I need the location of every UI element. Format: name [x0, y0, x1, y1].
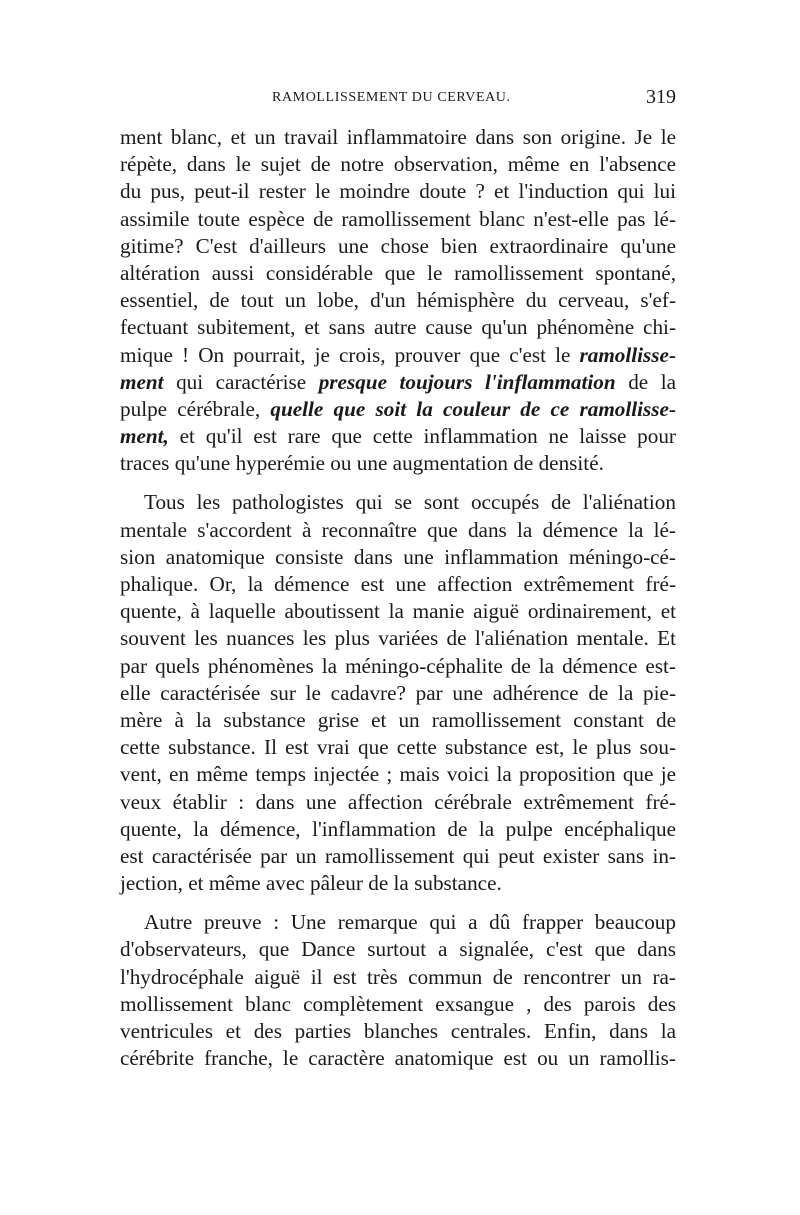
text-line: mollissement blanc complètement exsangue , des parois des — [120, 991, 676, 1016]
text-line: Autre preuve : Une remarque qui a dû frapper beaucoup — [144, 910, 676, 935]
text-line: sion anatomique consiste dans une inflammation méningo-cé- — [120, 544, 676, 569]
running-title: RAMOLLISSEMENT DU CERVEAU. — [272, 90, 511, 105]
emphasis-run: presque toujours l'inflammation — [318, 369, 616, 394]
text-line: mère à la substance grise et un ramollissement constant de — [120, 707, 676, 732]
text-line: l'hydrocéphale aiguë il est très commun de rencontrer un ra- — [120, 964, 676, 989]
text-run: de la — [615, 369, 676, 394]
text-line: d'observateurs, que Dance surtout a signalée, c'est que dans — [120, 937, 676, 962]
text-line: mentale s'accordent à reconnaître que dans la démence la lé- — [120, 517, 676, 542]
text-line: assimile toute espèce de ramollissement blanc n'est-elle pas lé- — [120, 206, 676, 231]
text-line: par quels phénomènes la méningo-céphalite de la démence est- — [120, 653, 676, 678]
text-line: est caractérisée par un ramollissement qui peut exister sans in- — [120, 843, 676, 868]
text-line-mixed — [120, 423, 676, 450]
text-line: cette substance. Il est vrai que cette substance est, le plus sou- — [120, 735, 676, 760]
running-head — [120, 86, 676, 112]
emphasis-run: ment, — [120, 424, 169, 449]
text-line: ment blanc, et un travail inflammatoire dans son origine. Je le — [120, 125, 676, 149]
text-line: traces qu'une hyperémie ou une augmentation de densité. — [120, 451, 604, 476]
text-line-mixed — [120, 342, 676, 369]
text-line: fectuant subitement, et sans autre cause qu'un phénomène chi- — [120, 315, 676, 340]
text-line: quente, la démence, l'inflammation de la pulpe encéphalique — [120, 816, 676, 841]
text-run: qui caractérise — [163, 369, 319, 394]
text-run: pulpe cérébrale, — [120, 396, 271, 421]
paragraph-3 — [120, 909, 676, 1072]
text-line: veux établir : dans une affection cérébrale extrêmement fré- — [120, 789, 676, 814]
text-line: cérébrite franche, le caractère anatomique est ou un ramollis- — [120, 1046, 676, 1071]
text-line: répète, dans le sujet de notre observation, même en l'absence — [120, 152, 676, 177]
text-line-mixed — [120, 369, 676, 396]
text-line: Tous les pathologistes qui se sont occupés de l'aliénation — [144, 490, 676, 515]
text-run: mique ! On pourrait, je crois, prouver que c'est le — [120, 342, 571, 367]
text-line: ventricules et des parties blanches centrales. Enfin, dans la — [120, 1019, 676, 1043]
emphasis-run: ramollisse- — [579, 342, 677, 367]
text-line: du pus, peut-il rester le moindre doute ? et l'induction qui lui — [120, 179, 676, 204]
text-line-mixed — [120, 396, 676, 423]
text-line: quente, à laquelle aboutissent la manie aiguë ordinairement, et — [120, 599, 676, 624]
text-line: jection, et même avec pâleur de la substance. — [120, 871, 502, 896]
text-run: et qu'il est rare que cette inflammation ne laisse pour — [168, 424, 676, 449]
text-line: phalique. Or, la démence est une affection extrêmement fré- — [120, 572, 676, 596]
text-line: souvent les nuances les plus variées de l'aliénation mentale. Et — [120, 626, 676, 651]
text-line: gitime? C'est d'ailleurs une chose bien extraordinaire qu'une — [120, 233, 676, 258]
emphasis-run: ment — [120, 369, 164, 394]
paragraph-2 — [120, 489, 676, 897]
page-number: 319 — [646, 86, 676, 108]
emphasis-run: quelle que soit la couleur de ce ramollisse- — [270, 396, 676, 421]
paragraph-1 — [120, 124, 676, 477]
body-text — [120, 124, 676, 1072]
text-line: elle caractérisée sur le cadavre? par une adhérence de la pie- — [120, 680, 676, 705]
text-line: essentiel, de tout un lobe, d'un hémisphère du cerveau, s'ef- — [120, 288, 676, 313]
text-line: altération aussi considérable que le ramollissement spontané, — [120, 260, 676, 285]
text-line: vent, en même temps injectée ; mais voici la proposition que je — [120, 762, 676, 787]
